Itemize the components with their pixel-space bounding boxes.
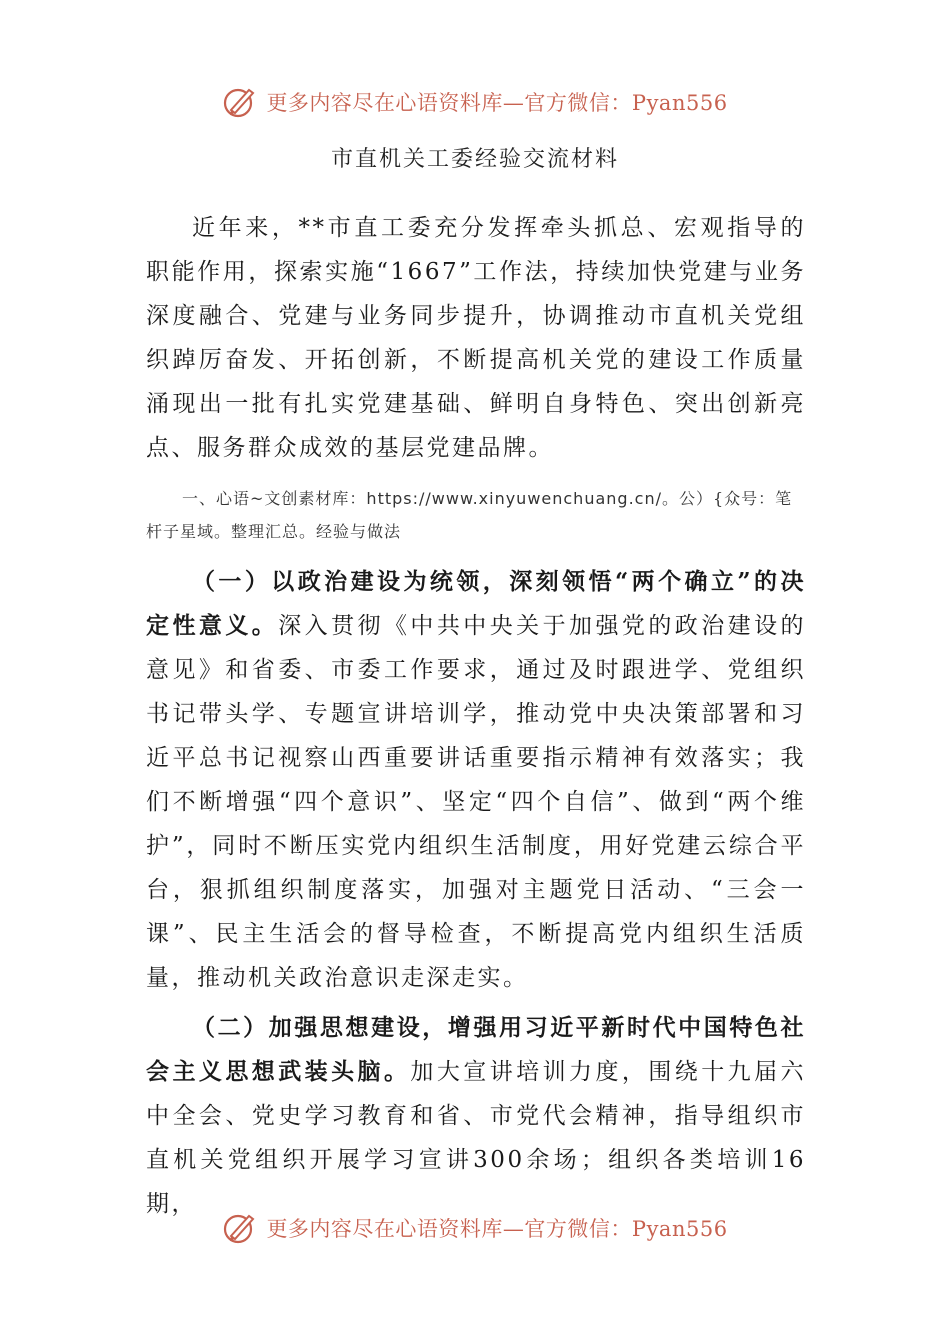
watermark-banner-bottom (0, 1208, 950, 1248)
section-text-2: 加大宣讲培训力度，围绕十九届六中全会、党史学习教育和省、市党代会精神，指导组织市直机关党组织开展学习宣讲300余场；组织各类培训16期， (146, 1059, 806, 1217)
section-paragraph-1 (146, 560, 806, 1000)
note-suffix: 。公）{众号：笔杆子星域。整理汇总。经验与做法 (146, 489, 793, 541)
section-heading-1: （一）以政治建设为统领，深刻领悟“两个确立”的决定性意义。 (146, 568, 806, 639)
pen-circle-logo-icon (222, 1210, 258, 1246)
source-link[interactable]: https://www.xinyuwenchuang.cn/ (366, 489, 662, 508)
section-text-1: 深入贯彻《中共中央关于加强党的政治建设的意见》和省委、市委工作要求，通过及时跟进学、党组织书记带头学、专题宣讲培训学，推动党中央决策部署和习近平总书记视察山西重要讲话重要指示精神有效落实；我们不断增强“四个意识”、坚定“四个自信”、做到“两个维护”，同时不断压实党内组织生活制度，用好党建云综合平台，狠抓组织制度落实，加强对主题党日活动、“三会一课”、民主生活会的督导检查，不断提高党内组织生活质量，推动机关政治意识走深走实。 (146, 613, 806, 991)
note-prefix: 一、心语~文创素材库： (182, 489, 367, 508)
document-title: 市直机关工委经验交流材料 (330, 147, 619, 172)
section-heading-2: （二）加强思想建设，增强用习近平新时代中国特色社会主义思想武装头脑。 (146, 1014, 806, 1085)
intro-paragraph: 近年来，**市直工委充分发挥牵头抓总、宏观指导的职能作用，探索实施“1667”工作法，持续加快党建与业务深度融合、党建与业务同步提升，协调推动市直机关党组织踔厉奋发、开拓创新，不断提高机关党的建设工作质量涌现出一批有扎实党建基础、鲜明自身特色、突出创新亮点、服务群众成效的基层党建品牌。 (146, 215, 806, 461)
pen-circle-logo-icon (222, 84, 258, 120)
section-paragraph-2 (146, 1006, 806, 1226)
watermark-text: 更多内容尽在心语资料库—官方微信：Pyan556 (266, 1217, 728, 1241)
source-note (146, 482, 806, 548)
watermark-banner-top (0, 82, 950, 122)
watermark-text: 更多内容尽在心语资料库—官方微信：Pyan556 (266, 91, 728, 115)
